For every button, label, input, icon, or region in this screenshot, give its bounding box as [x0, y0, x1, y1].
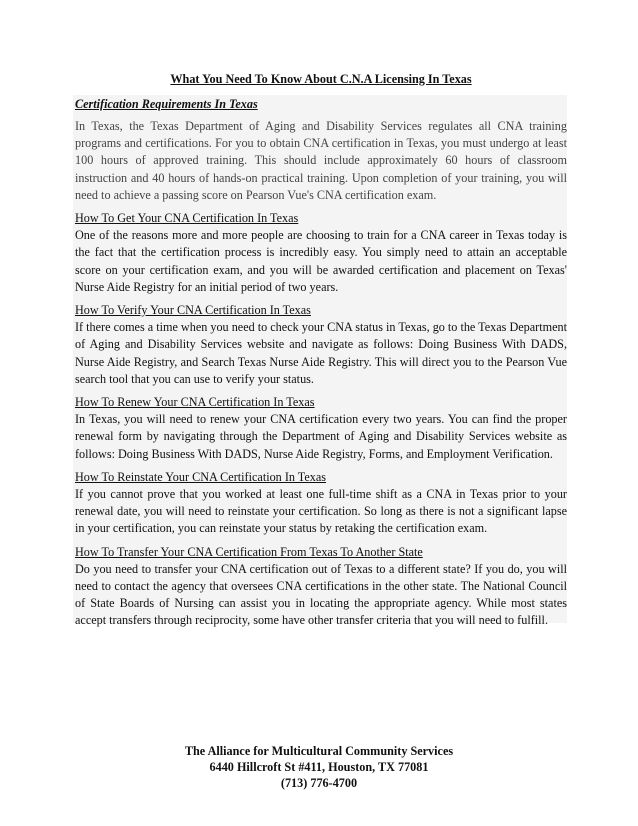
section-heading: How To Reinstate Your CNA Certification In Texas — [75, 469, 327, 484]
section-reinstate-certification — [75, 469, 567, 538]
footer — [0, 743, 638, 791]
section-body: If you cannot prove that you worked at least one full-time shift as a CNA in Texas prior to your renewal date, you will need to reinstate your certification. So long as there is not a significant lapse in your certification, you can reinstate your status by retaking the certification exam. — [75, 487, 567, 536]
section-get-certification — [75, 210, 567, 296]
section-body: In Texas, you will need to renew your CNA certification every two years. You can find the proper renewal form by navigating through the Department of Aging and Disability Services website as follows: Doing Business With DADS, Nurse Aide Registry, Forms, and Employment Verification. — [75, 412, 567, 461]
organization-address: 6440 Hillcroft St #411, Houston, TX 77081 — [209, 760, 429, 774]
organization-phone: (713) 776-4700 — [280, 776, 358, 790]
document-title: What You Need To Know About C.N.A Licensing In Texas — [170, 72, 472, 86]
certification-requirements-text: In Texas, the Texas Department of Aging and Disability Services regulates all CNA training programs and certifications. For you to obtain CNA certification in Texas, you must undergo at least 100 hours of approved training. This should include approximately 60 hours of classroom instruction and 40 hours of hands-on practical training. Upon completion of your training, you will need to achieve a passing score on Pearson Vue's CNA certification exam. — [75, 119, 567, 202]
section-renew-certification — [75, 394, 567, 463]
section-transfer-certification — [75, 544, 567, 630]
section-heading: How To Transfer Your CNA Certification From Texas To Another State — [75, 544, 423, 559]
section-heading: How To Get Your CNA Certification In Texas — [75, 211, 299, 226]
section-body: Do you need to transfer your CNA certification out of Texas to a different state? If you do, you will need to contact the agency that oversees CNA certifications in the other state. The National Council of State Boards of Nursing can assist you in locating the appropriate agency. While most states accept transfers through reciprocity, some have other transfer criteria that you will need to fulfill. — [75, 561, 567, 628]
certification-requirements-heading: Certification Requirements In Texas — [75, 97, 258, 111]
section-body: If there comes a time when you need to check your CNA status in Texas, go to the Texas Department of Aging and Disability Services website and navigate as follows: Doing Business With DADS, Nurse Aide Registry, and Search Texas Nurse Aide Registry. This will direct you to the Pearson Vue search tool that you can use to verify your status. — [75, 320, 567, 386]
section-verify-certification — [75, 302, 567, 388]
section-heading: How To Verify Your CNA Certification In Texas — [75, 303, 311, 318]
organization-name: The Alliance for Multicultural Community Services — [184, 744, 454, 758]
section-body: One of the reasons more and more people are choosing to train for a CNA career in Texas today is the fact that the certification process is incredibly easy. You simply need to attain an acceptable score on your certification exam, and you will be awarded certification and placement on Texas' Nurse Aide Registry for an initial period of two years. — [75, 228, 567, 294]
document-body — [75, 96, 567, 636]
section-heading: How To Renew Your CNA Certification In Texas — [75, 395, 315, 410]
